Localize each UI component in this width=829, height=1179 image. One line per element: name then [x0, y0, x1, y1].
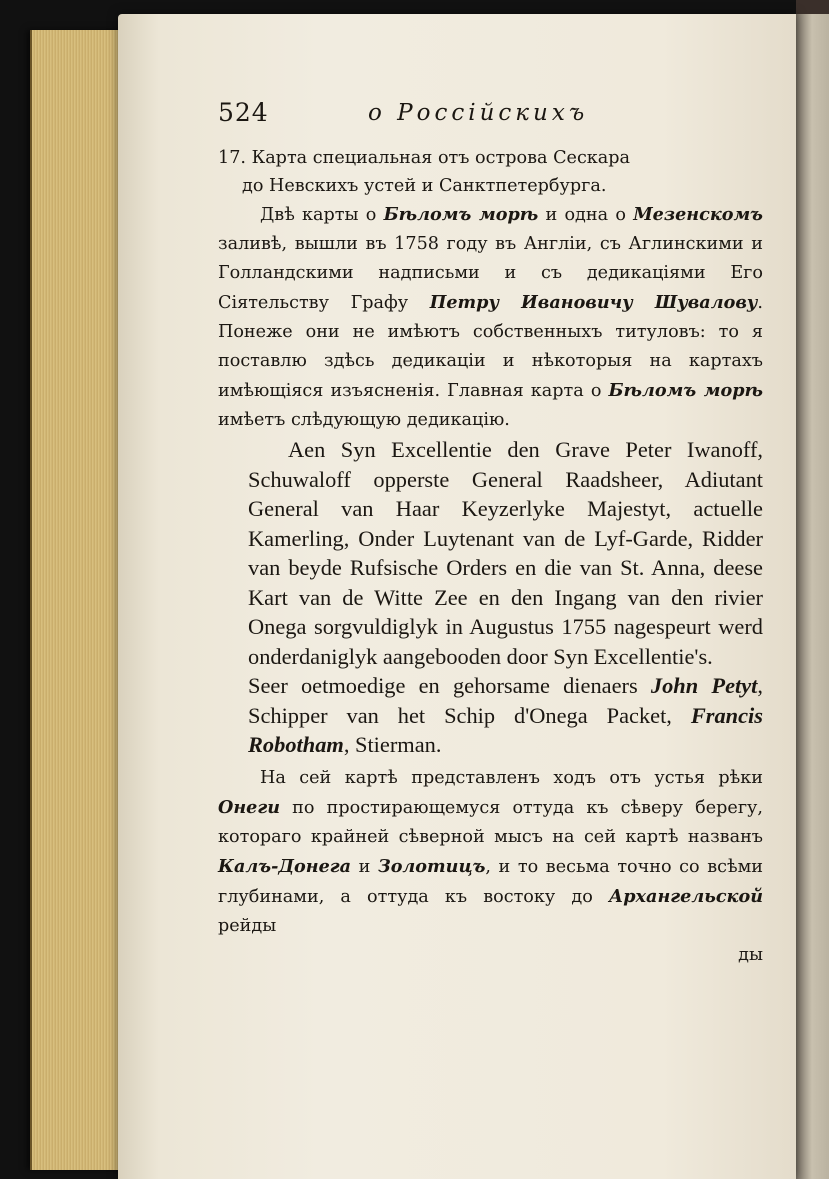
text-run: , Schipper van het Schip d'Onega Packet, — [248, 673, 763, 728]
text-run: и — [351, 856, 378, 877]
italic-run: Francis Robotham — [248, 702, 763, 757]
text-run: по простирающемуся оттуда къ сѣверу берегу, котораго крайней сѣверной мысъ на сей картѣ названъ — [218, 797, 763, 847]
paragraph-map-description — [218, 764, 763, 941]
catchword: ды — [738, 944, 763, 965]
italic-run: John Petyt — [650, 673, 758, 698]
text-run: рейды — [218, 915, 277, 936]
text-run: Двѣ карты о — [260, 205, 384, 225]
text-run: , и то весьма точно со всѣми глубинами, а оттуда къ востоку до — [218, 856, 763, 907]
text-run: На сей картѣ представленъ ходъ отъ устья рѣки — [260, 767, 763, 788]
running-title: о Россійскихъ — [368, 100, 589, 126]
next-page-edge — [796, 14, 829, 1179]
italic-run: Петру Ивановичу Шувалову — [429, 292, 758, 313]
page-edges — [30, 30, 132, 1170]
item-17-line-2: до Невскихъ устей и Санктпетербурга. — [242, 176, 607, 196]
text-run: и одна о — [538, 205, 634, 225]
italic-run: Мезенскомъ — [633, 204, 763, 225]
page-number: 524 — [218, 98, 269, 127]
page-header — [218, 92, 763, 132]
text-run: имѣетъ слѣдующую дедикацію. — [218, 410, 510, 430]
italic-run: Бѣломъ морѣ — [383, 204, 539, 225]
paragraph-maps — [218, 200, 763, 435]
text-run: Seer oetmoedige en gehorsame dienaers — [248, 673, 651, 698]
text-run: заливѣ, вышли въ 1758 году въ Англіи, съ Аглинскими и Голландскими надписьми и съ дедикаціями Его Сіятельству Графу — [218, 234, 763, 313]
italic-run: Онеги — [218, 796, 281, 818]
text-run: , Stierman. — [343, 732, 442, 757]
item-17-line-1: 17. Карта специальная отъ острова Сескара — [218, 148, 631, 168]
italic-run: Золотицъ — [378, 855, 486, 877]
italic-run: Калъ-Донега — [218, 855, 352, 877]
dedication-text: Aen Syn Excellentie den Grave Peter Iwanoff, Schuwaloff opperste General Raadsheer, Adiutant General van Haar Keyzerlyke Majestyt, actuelle Kamerling, Onder Luytenant van de Lyf-Garde, Ridder van beyde Rufsische Orders en die van St. Anna, deese Kart van de Witte Zee en den Ingang van den rivier Onega sorgvuldiglyk in Augustus 1755 nagespeurt werd onderdaniglyk aangebooden door Syn Excellentie's. — [248, 437, 763, 669]
text-run: . Понеже они не имѣютъ собственныхъ титуловъ: то я поставлю здѣсь дедикаціи и нѣкоторыя на картахъ имѣющіяся изъясненія. Главная карта о — [218, 293, 763, 401]
dedication-signature — [218, 671, 763, 760]
page-text — [218, 92, 763, 969]
top-edge — [796, 0, 829, 14]
italic-run: Бѣломъ морѣ — [608, 380, 763, 401]
italic-run: Архангельской — [608, 885, 763, 907]
